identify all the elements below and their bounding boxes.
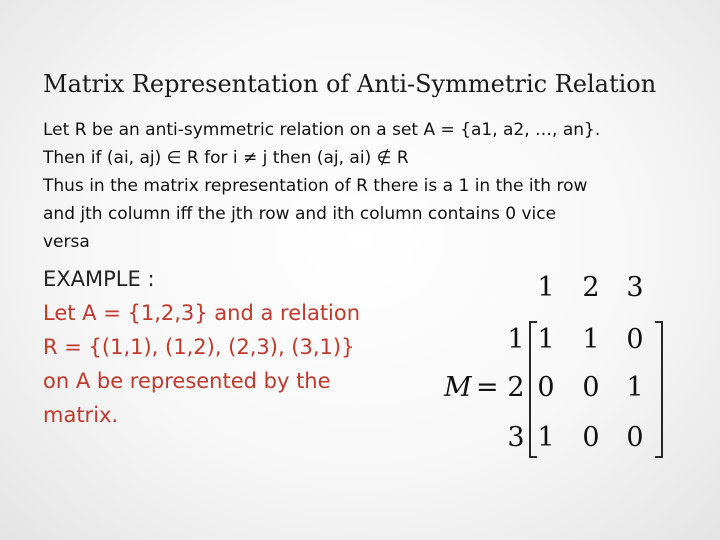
matrix-cell: 0 — [582, 372, 600, 403]
matrix-equals: = — [476, 372, 499, 403]
column-label-3: 3 — [626, 272, 644, 303]
example-line-4: matrix. — [43, 403, 119, 427]
column-label-2: 2 — [582, 272, 600, 303]
matrix-cell: 0 — [582, 422, 600, 453]
example-line-3: on A be represented by the — [43, 369, 331, 393]
body-line-4: and jth column iff the jth row and ith column contains 0 vice — [43, 204, 557, 224]
example-heading: EXAMPLE : — [43, 267, 155, 291]
matrix-figure — [436, 262, 676, 462]
matrix-cell: 0 — [626, 324, 644, 355]
example-block — [43, 262, 423, 432]
body-line-5: versa — [43, 232, 90, 252]
row-label-2: 2 — [507, 372, 525, 403]
example-line-2: R = {(1,1), (1,2), (2,3), (3,1)} — [43, 335, 355, 359]
row-label-3: 3 — [507, 422, 525, 453]
matrix-cell: 0 — [626, 422, 644, 453]
body-text — [43, 116, 703, 256]
body-line-2: Then if (ai, aj) ∈ R for i ≠ j then (aj, ai) ∉ R — [43, 148, 409, 168]
row-label-1: 1 — [507, 324, 525, 355]
matrix-cell: 1 — [626, 372, 644, 403]
matrix-cell: 1 — [537, 324, 555, 355]
matrix-cell: 1 — [582, 324, 600, 355]
matrix-right-bracket — [655, 322, 662, 457]
body-line-3: Thus in the matrix representation of R there is a 1 in the ith row — [43, 176, 588, 196]
matrix-name: M — [444, 372, 472, 403]
matrix-svg — [436, 262, 676, 462]
example-line-1: Let A = {1,2,3} and a relation — [43, 301, 361, 325]
matrix-cell: 1 — [537, 422, 555, 453]
body-line-1: Let R be an anti-symmetric relation on a set A = {a1, a2, …, an}. — [43, 120, 601, 140]
slide-title: Matrix Representation of Anti-Symmetric Relation — [43, 70, 657, 98]
matrix-left-bracket — [530, 322, 537, 457]
column-label-1: 1 — [537, 272, 555, 303]
matrix-cell: 0 — [537, 372, 555, 403]
